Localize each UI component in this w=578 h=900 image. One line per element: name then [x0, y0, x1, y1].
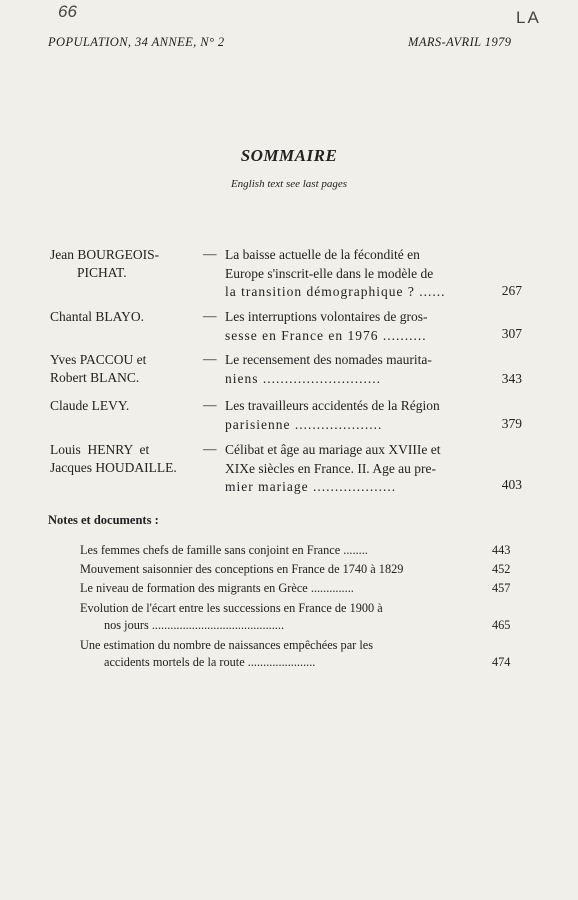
page-number: 343 — [501, 371, 522, 386]
note-line: Evolution de l'écart entre les successions en France de 1900 à — [80, 601, 383, 615]
article-authors — [50, 441, 206, 477]
page-number: 379 — [501, 416, 522, 431]
article-title — [225, 351, 473, 388]
page-number: 267 — [501, 283, 522, 298]
note-item — [80, 600, 480, 633]
page-subtitle: English text see last pages — [230, 178, 348, 190]
author-line: Robert BLANC. — [50, 370, 140, 385]
issue-date: MARS-AVRIL 1979 — [408, 35, 512, 49]
note-line: Une estimation du nombre de naissances empêchées par les — [80, 638, 373, 652]
dash: — — [203, 397, 217, 412]
title-line: parisienne .................... — [225, 416, 383, 432]
title-line: Le recensement des nomades maurita- — [225, 352, 432, 367]
title-line: Les travailleurs accidentés de la Région — [225, 398, 440, 413]
handwritten-number: 66 — [58, 2, 77, 21]
article-title — [225, 397, 473, 434]
title-line: Célibat et âge au mariage aux XVIIIe et — [225, 442, 441, 457]
dash: — — [203, 441, 217, 456]
dash: — — [203, 246, 217, 261]
author-line: Claude LEVY. — [50, 398, 130, 413]
note-line: accidents mortels de la route ...................... — [104, 654, 316, 669]
note-line: Mouvement saisonnier des conceptions en France de 1740 à 1829 — [80, 562, 404, 576]
note-line: Les femmes chefs de famille sans conjoint en France ........ — [80, 543, 368, 557]
note-line: nos jours ........................................... — [104, 617, 285, 632]
article-title — [225, 308, 473, 345]
journal-header: POPULATION, 34 ANNEE, N° 2 — [48, 35, 225, 49]
title-line: Europe s'inscrit-elle dans le modèle de — [225, 265, 434, 281]
title-line: mier mariage ................... — [225, 479, 397, 494]
page-number: 474 — [492, 655, 511, 669]
title-line: la transition démographique ? ...... — [225, 284, 446, 299]
article-authors — [50, 246, 159, 282]
note-item — [80, 637, 480, 670]
article-authors — [50, 308, 144, 326]
page-number: 457 — [492, 581, 511, 595]
author-line: Chantal BLAYO. — [50, 309, 144, 324]
author-line: Yves PACCOU et — [50, 352, 147, 367]
note-item — [80, 542, 480, 559]
title-line: Les interruptions volontaires de gros- — [225, 309, 428, 324]
page-number: 403 — [501, 477, 522, 492]
page-number: 307 — [501, 326, 522, 341]
author-line: Louis HENRY et — [50, 442, 150, 457]
page-title: SOMMAIRE — [240, 146, 338, 165]
title-line: XIXe siècles en France. II. Age au pre- — [225, 460, 437, 476]
page-number: 465 — [492, 618, 511, 632]
article-title — [225, 246, 473, 302]
author-line: PICHAT. — [77, 265, 127, 280]
page-number: 452 — [492, 562, 511, 576]
author-line: Jacques HOUDAILLE. — [50, 460, 177, 475]
author-line: Jean BOURGEOIS- — [50, 247, 160, 262]
notes-heading: Notes et documents : — [48, 513, 159, 527]
article-authors — [50, 397, 129, 415]
dash: — — [203, 308, 217, 323]
title-line: La baisse actuelle de la fécondité en — [225, 247, 420, 262]
handwritten-initials: LA — [516, 8, 541, 27]
note-item — [80, 580, 480, 597]
page-number: 443 — [492, 543, 511, 557]
article-authors — [50, 351, 146, 387]
dash: — — [203, 351, 217, 366]
article-title — [225, 441, 473, 497]
note-line: Le niveau de formation des migrants en Grèce .............. — [80, 581, 354, 595]
note-item — [80, 561, 480, 578]
title-line: niens ........................... — [225, 370, 381, 386]
title-line: sesse en France en 1976 .......... — [225, 327, 427, 343]
